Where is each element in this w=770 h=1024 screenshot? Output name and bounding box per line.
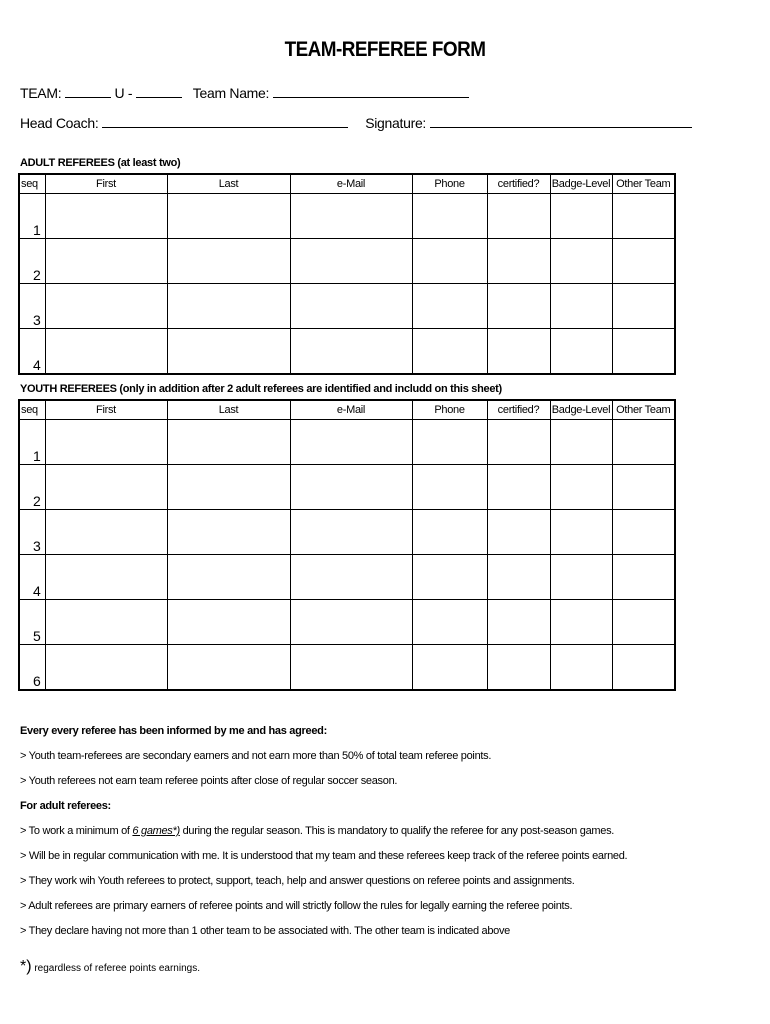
team-label: TEAM: — [20, 85, 62, 101]
notes-intro: Every every referee has been informed by me and has agreed: — [20, 725, 327, 737]
youth-input-cell[interactable] — [550, 555, 612, 600]
youth-referees-heading: YOUTH REFEREES (only in addition after 2 adult referees are identified and includd on this sheet) — [20, 383, 502, 395]
youth-row-number: 4 — [19, 555, 45, 600]
adult-input-cell[interactable] — [412, 329, 487, 375]
adult-col-header: e-Mail — [290, 174, 412, 194]
youth-col-header: First — [45, 400, 167, 420]
team-name-label: Team Name: — [192, 85, 270, 101]
youth-input-cell[interactable] — [550, 645, 612, 691]
adult-col-header: Phone — [412, 174, 487, 194]
adult-input-cell[interactable] — [167, 284, 290, 329]
adult-note-1-post: during the regular season. This is mandatory to qualify the referee for any post-season games. — [179, 825, 615, 837]
adult-table-row — [19, 284, 675, 329]
head-coach-field[interactable] — [102, 114, 348, 128]
youth-input-cell[interactable] — [290, 420, 412, 465]
adult-input-cell[interactable] — [412, 284, 487, 329]
adult-col-header: certified? — [487, 174, 550, 194]
adult-input-cell[interactable] — [45, 329, 167, 375]
adult-notes-heading: For adult referees: — [20, 800, 111, 812]
adult-input-cell[interactable] — [45, 284, 167, 329]
adult-input-cell[interactable] — [612, 194, 675, 239]
adult-note-5: > They declare having not more than 1 other team to be associated with. The other team is indicated above — [20, 925, 510, 937]
adult-note-3: > They work wih Youth referees to protect, support, teach, help and answer questions on referee points and assignments. — [20, 875, 575, 887]
adult-input-cell[interactable] — [487, 239, 550, 284]
adult-input-cell[interactable] — [290, 329, 412, 375]
youth-input-cell[interactable] — [550, 465, 612, 510]
youth-input-cell[interactable] — [412, 465, 487, 510]
youth-note-1: > Youth team-referees are secondary earners and not earn more than 50% of total team referee points. — [20, 750, 492, 762]
youth-input-cell[interactable] — [45, 600, 167, 645]
u-age-field[interactable] — [136, 84, 182, 98]
youth-col-header: Other Team — [612, 400, 675, 420]
youth-input-cell[interactable] — [412, 510, 487, 555]
youth-input-cell[interactable] — [412, 645, 487, 691]
youth-input-cell[interactable] — [412, 420, 487, 465]
youth-col-header: Phone — [412, 400, 487, 420]
youth-input-cell[interactable] — [167, 645, 290, 691]
youth-col-header: Badge-Level — [550, 400, 612, 420]
youth-table-row — [19, 510, 675, 555]
head-coach-label: Head Coach: — [20, 115, 99, 131]
team-name-field[interactable] — [273, 84, 469, 98]
youth-input-cell[interactable] — [45, 420, 167, 465]
agreement-notes — [20, 724, 750, 949]
footnote-mark: *) — [20, 958, 32, 975]
adult-input-cell[interactable] — [167, 329, 290, 375]
adult-input-cell[interactable] — [45, 194, 167, 239]
adult-input-cell[interactable] — [290, 194, 412, 239]
youth-input-cell[interactable] — [550, 600, 612, 645]
youth-input-cell[interactable] — [612, 510, 675, 555]
adult-input-cell[interactable] — [290, 284, 412, 329]
adult-input-cell[interactable] — [612, 284, 675, 329]
adult-note-1 — [20, 824, 750, 849]
adult-input-cell[interactable] — [412, 239, 487, 284]
adult-input-cell[interactable] — [167, 239, 290, 284]
youth-input-cell[interactable] — [167, 600, 290, 645]
youth-input-cell[interactable] — [290, 645, 412, 691]
youth-input-cell[interactable] — [290, 555, 412, 600]
youth-table-row — [19, 465, 675, 510]
youth-input-cell[interactable] — [290, 510, 412, 555]
youth-header-row — [19, 400, 675, 420]
adult-input-cell[interactable] — [487, 329, 550, 375]
adult-input-cell[interactable] — [612, 329, 675, 375]
adult-col-header: First — [45, 174, 167, 194]
youth-note-2: > Youth referees not earn team referee points after close of regular soccer season. — [20, 775, 398, 787]
youth-col-header: seq — [19, 400, 45, 420]
youth-col-header: Last — [167, 400, 290, 420]
youth-input-cell[interactable] — [550, 510, 612, 555]
youth-input-cell[interactable] — [612, 645, 675, 691]
youth-input-cell[interactable] — [45, 555, 167, 600]
adult-header-row — [19, 174, 675, 194]
youth-input-cell[interactable] — [290, 465, 412, 510]
adult-input-cell[interactable] — [550, 284, 612, 329]
adult-input-cell[interactable] — [612, 239, 675, 284]
youth-referees-table — [18, 399, 676, 691]
adult-note-2: > Will be in regular communication with me. It is understood that my team and these referees keep track of the referee points earned. — [20, 850, 628, 862]
signature-label: Signature: — [365, 115, 427, 131]
youth-table-row — [19, 555, 675, 600]
youth-input-cell[interactable] — [167, 555, 290, 600]
adult-col-header: Other Team — [612, 174, 675, 194]
youth-input-cell[interactable] — [167, 510, 290, 555]
youth-row-number: 1 — [19, 420, 45, 465]
youth-input-cell[interactable] — [412, 600, 487, 645]
youth-input-cell[interactable] — [487, 510, 550, 555]
coach-line — [20, 114, 692, 131]
adult-col-header: Badge-Level — [550, 174, 612, 194]
adult-row-number: 3 — [19, 284, 45, 329]
adult-row-number: 1 — [19, 194, 45, 239]
adult-input-cell[interactable] — [487, 194, 550, 239]
youth-input-cell[interactable] — [612, 600, 675, 645]
youth-row-number: 5 — [19, 600, 45, 645]
youth-row-number: 2 — [19, 465, 45, 510]
team-field[interactable] — [65, 84, 111, 98]
youth-row-number: 6 — [19, 645, 45, 691]
adult-input-cell[interactable] — [550, 329, 612, 375]
adult-row-number: 4 — [19, 329, 45, 375]
youth-input-cell[interactable] — [487, 465, 550, 510]
youth-input-cell[interactable] — [167, 465, 290, 510]
adult-input-cell[interactable] — [45, 239, 167, 284]
youth-input-cell[interactable] — [550, 420, 612, 465]
adult-input-cell[interactable] — [167, 194, 290, 239]
adult-table-row — [19, 239, 675, 284]
youth-table-row — [19, 420, 675, 465]
youth-input-cell[interactable] — [487, 420, 550, 465]
youth-col-header: e-Mail — [290, 400, 412, 420]
adult-input-cell[interactable] — [290, 239, 412, 284]
adult-note-1-pre: > To work a minimum of — [20, 825, 133, 837]
adult-table-row — [19, 194, 675, 239]
adult-row-number: 2 — [19, 239, 45, 284]
adult-referees-heading: ADULT REFEREES (at least two) — [20, 157, 181, 169]
adult-col-header: Last — [167, 174, 290, 194]
signature-field[interactable] — [430, 114, 692, 128]
adult-input-cell[interactable] — [487, 284, 550, 329]
youth-input-cell[interactable] — [45, 645, 167, 691]
youth-row-number: 3 — [19, 510, 45, 555]
adult-table-row — [19, 329, 675, 375]
team-line — [20, 84, 469, 101]
adult-note-4: > Adult referees are primary earners of referee points and will strictly follow the rules for legally earning the referee points. — [20, 900, 573, 912]
youth-input-cell[interactable] — [487, 645, 550, 691]
youth-input-cell[interactable] — [612, 555, 675, 600]
adult-input-cell[interactable] — [550, 194, 612, 239]
youth-input-cell[interactable] — [167, 420, 290, 465]
youth-table-row — [19, 600, 675, 645]
adult-input-cell[interactable] — [412, 194, 487, 239]
youth-input-cell[interactable] — [412, 555, 487, 600]
adult-input-cell[interactable] — [550, 239, 612, 284]
adult-note-1-games: 6 games*) — [132, 825, 180, 837]
youth-input-cell[interactable] — [487, 600, 550, 645]
youth-input-cell[interactable] — [45, 510, 167, 555]
youth-input-cell[interactable] — [612, 420, 675, 465]
youth-input-cell[interactable] — [290, 600, 412, 645]
u-label: U - — [114, 85, 133, 101]
youth-table-row — [19, 645, 675, 691]
adult-referees-table — [18, 173, 676, 375]
youth-input-cell[interactable] — [612, 465, 675, 510]
youth-input-cell[interactable] — [45, 465, 167, 510]
form-title: TEAM-REFEREE FORM — [284, 38, 486, 61]
footnote — [20, 958, 200, 976]
adult-col-header: seq — [19, 174, 45, 194]
youth-input-cell[interactable] — [487, 555, 550, 600]
youth-col-header: certified? — [487, 400, 550, 420]
footnote-text: regardless of referee points earnings. — [31, 963, 200, 974]
